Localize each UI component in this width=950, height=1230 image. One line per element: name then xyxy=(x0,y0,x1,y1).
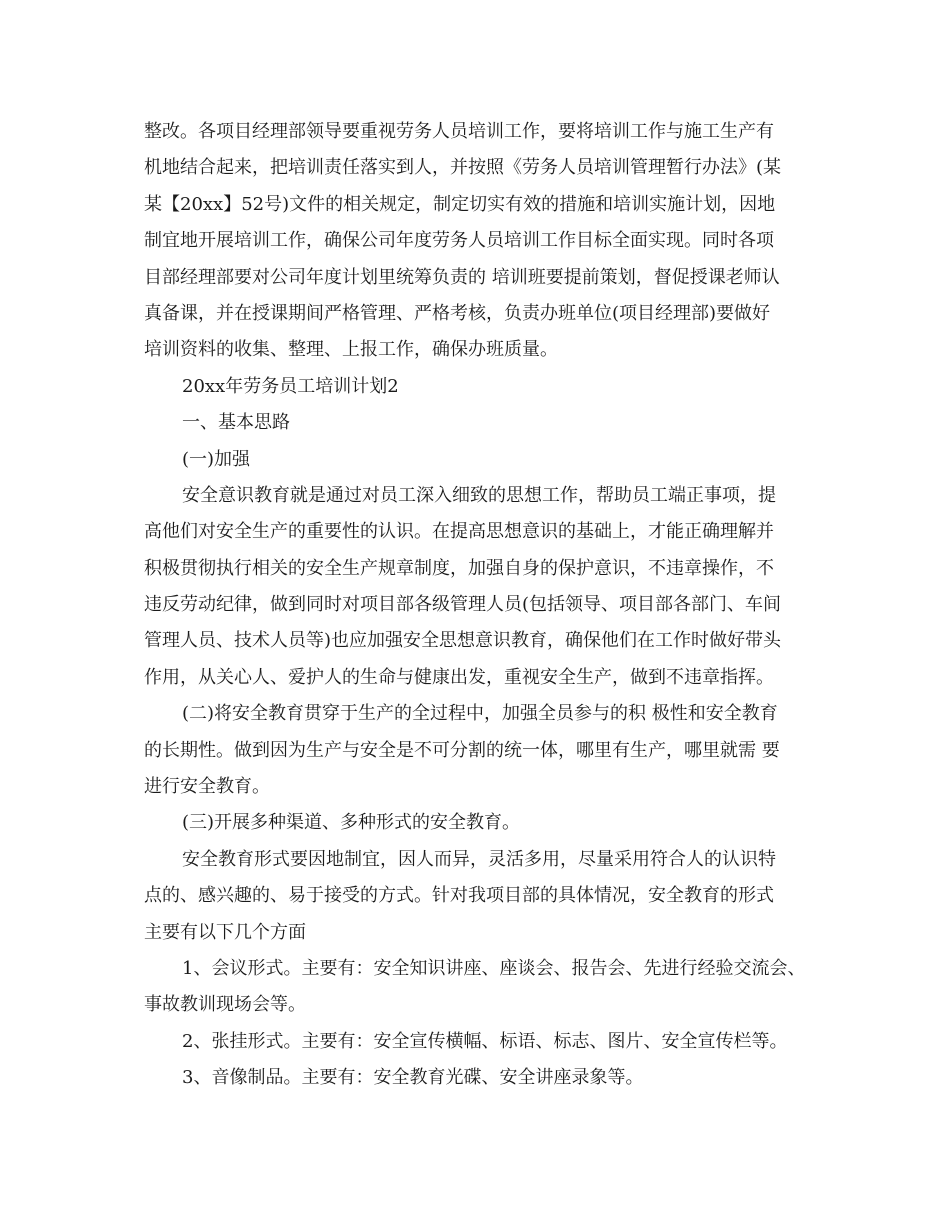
text-line-3: 某【20xx】52号)文件的相关规定，制定切实有效的措施和培训实施计划，因地 xyxy=(144,193,776,215)
text-line-25: 事故教训现场会等。 xyxy=(144,994,306,1016)
text-line-13: 积极贯彻执行相关的安全生产规章制度，加强自身的保护意识，不违章操作，不 xyxy=(144,557,774,579)
text-line-18: 的长期性。做到因为生产与安全是不可分割的统一体，哪里有生产，哪里就需 要 xyxy=(144,739,780,761)
section-title: 20xx年劳务员工培训计划2 xyxy=(182,375,399,397)
text-line-17: (二)将安全教育贯穿于生产的全过程中，加强全员参与的积 极性和安全教育 xyxy=(182,703,778,725)
text-line-11: 安全意识教育就是通过对员工深入细致的思想工作，帮助员工端正事项，提 xyxy=(182,484,776,506)
text-line-2: 机地结合起来，把培训责任落实到人，并按照《劳务人员培训管理暂行办法》(某 xyxy=(144,157,782,179)
text-line-14: 违反劳动纪律，做到同时对项目部各级管理人员(包括领导、项目部各部门、车间 xyxy=(144,594,782,616)
text-line-16: 作用，从关心人、爱护人的生命与健康出发，重视安全生产，做到不违章指挥。 xyxy=(144,666,774,688)
text-line-4: 制宜地开展培训工作，确保公司年度劳务人员培训工作目标全面实现。同时各项 xyxy=(144,230,774,252)
heading-basic-approach: 一、基本思路 xyxy=(182,412,290,434)
text-line-21: 安全教育形式要因地制宜，因人而异，灵活多用，尽量采用符合人的认识特 xyxy=(182,848,776,870)
text-line-1: 整改。各项目经理部领导要重视劳务人员培训工作，要将培训工作与施工生产有 xyxy=(144,121,774,142)
text-line-12: 高他们对安全生产的重要性的认识。在提高思想意识的基础上，才能正确理解并 xyxy=(144,521,774,543)
text-line-15: 管理人员、技术人员等)也应加强安全思想意识教育，确保他们在工作时做好带头 xyxy=(144,630,782,652)
list-item-audio-video: 3、音像制品。主要有：安全教育光碟、安全讲座录象等。 xyxy=(182,1067,644,1089)
document-body xyxy=(144,114,824,1097)
subheading-strengthen: (一)加强 xyxy=(182,448,251,470)
text-line-23: 主要有以下几个方面 xyxy=(144,921,306,943)
text-line-19: 进行安全教育。 xyxy=(144,776,270,798)
text-line-6: 真备课，并在授课期间严格管理、严格考核，负责办班单位(项目经理部)要做好 xyxy=(144,302,771,324)
text-line-22: 点的、感兴趣的、易于接受的方式。针对我项目部的具体情况，安全教育的形式 xyxy=(144,885,774,907)
list-item-posters: 2、张挂形式。主要有：安全宣传横幅、标语、标志、图片、安全宣传栏等。 xyxy=(182,1030,788,1052)
subheading-multi-channel: (三)开展多种渠道、多种形式的安全教育。 xyxy=(182,812,521,834)
text-line-7: 培训资料的收集、整理、上报工作，确保办班质量。 xyxy=(144,339,558,361)
list-item-meetings: 1、会议形式。主要有：安全知识讲座、座谈会、报告会、先进行经验交流会、 xyxy=(182,957,806,979)
text-line-5: 目部经理部要对公司年度计划里统筹负责的 培训班要提前策划，督促授课老师认 xyxy=(144,266,780,288)
